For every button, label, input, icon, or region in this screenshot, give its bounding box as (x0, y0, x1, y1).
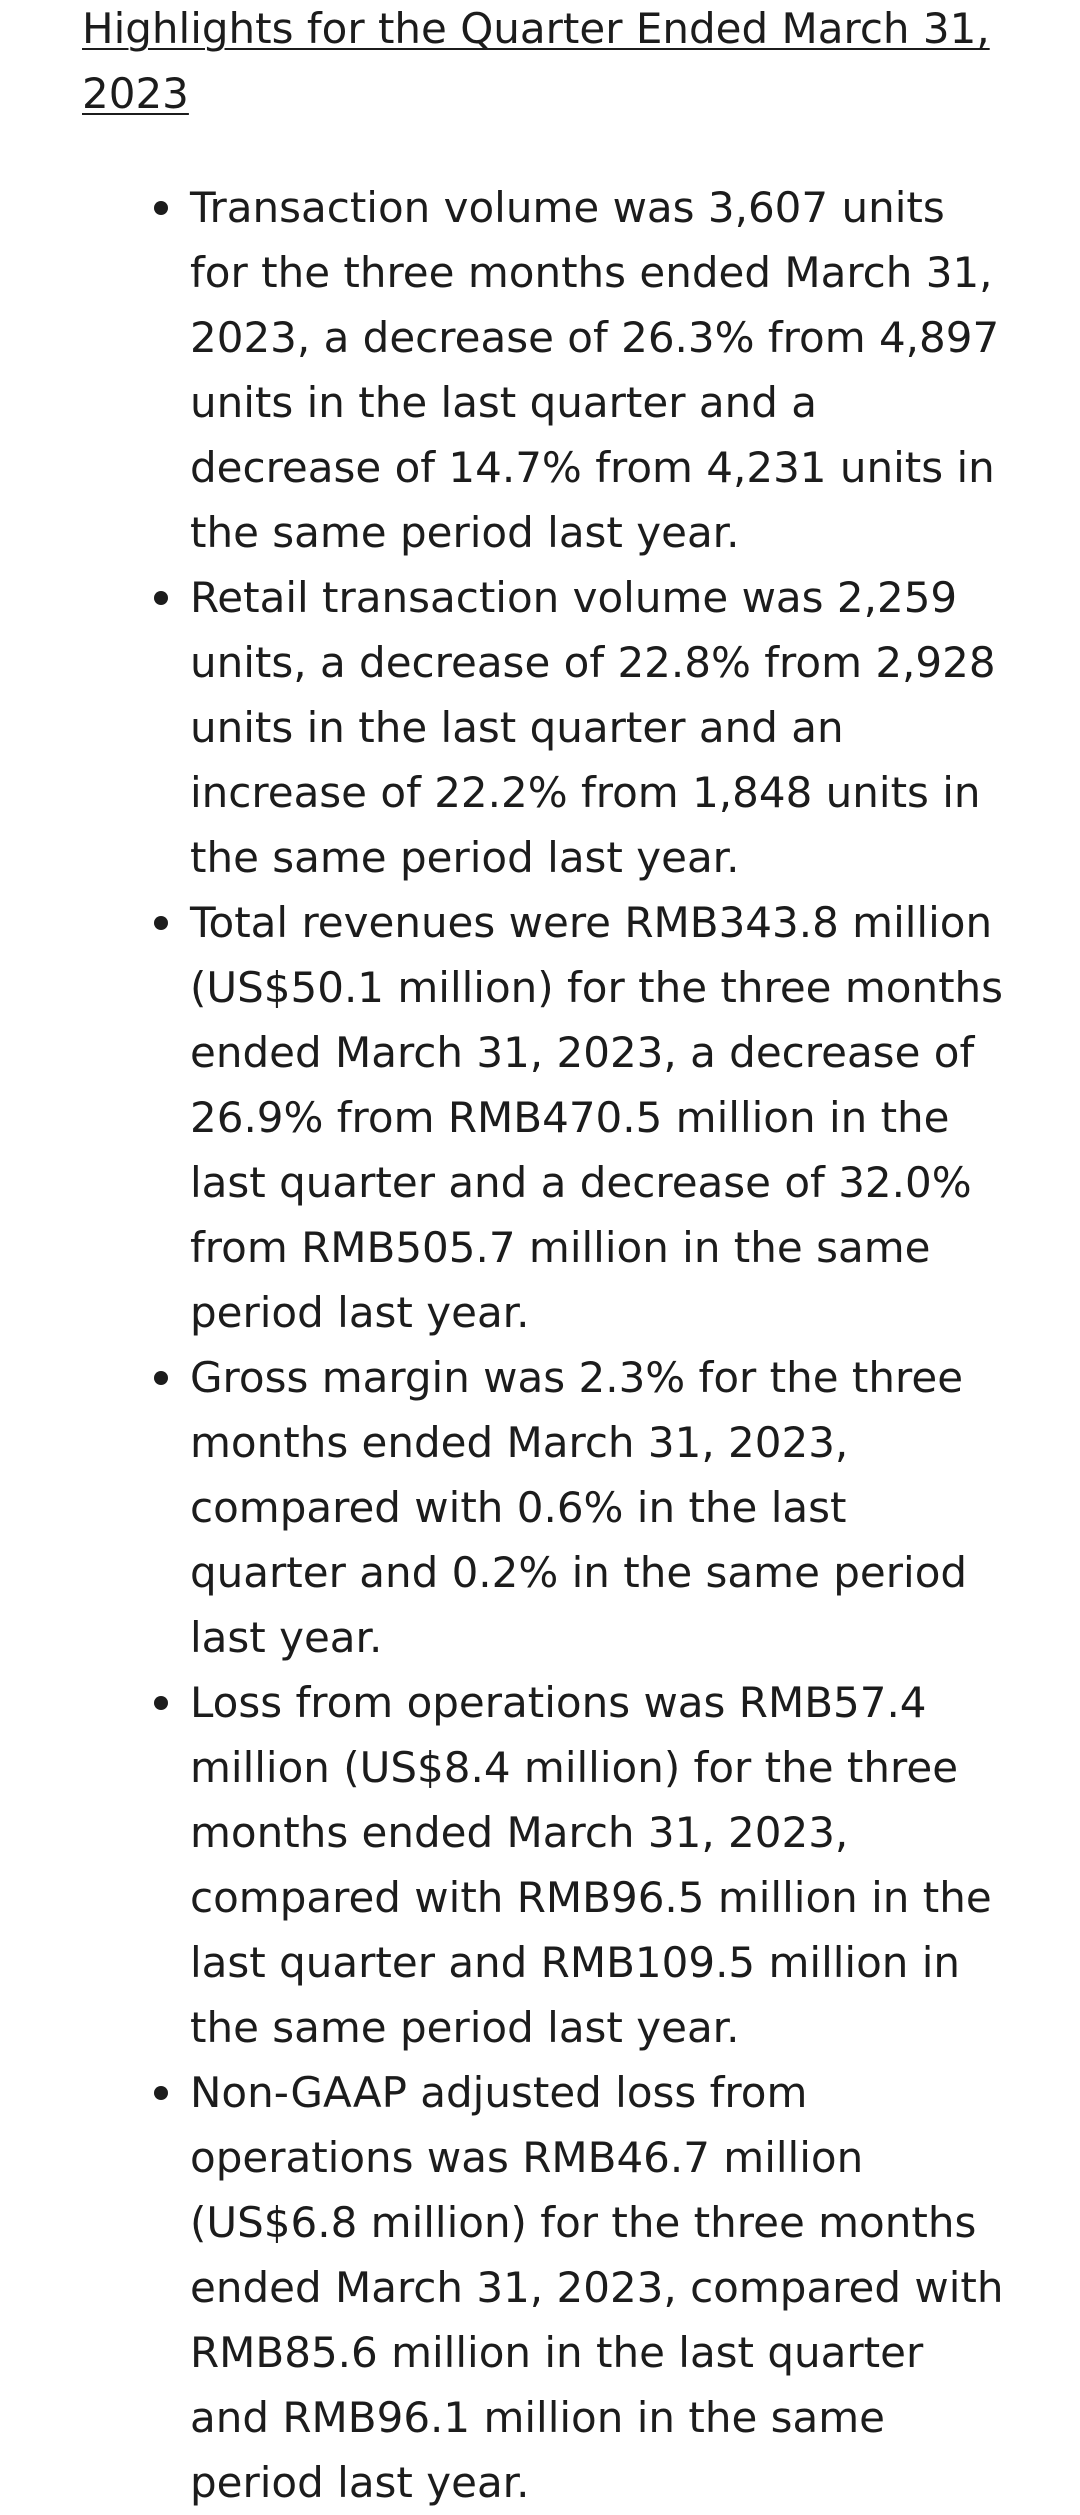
bullet-icon (154, 591, 168, 605)
list-item-text: Retail transaction volume was 2,259 units, a decrease of 22.8% from 2,928 units in the last quarter and an increase of 22.2% from 1,848 units in the same period last year. (190, 573, 996, 882)
list-item-text: Transaction volume was 3,607 units for the three months ended March 31, 2023, a decrease of 26.3% from 4,897 units in the last quarter and a decrease of 14.7% from 4,231 units in the same period last year. (190, 183, 1000, 557)
list-item (190, 175, 1010, 565)
bullet-icon (154, 2086, 168, 2100)
bullet-icon (154, 1696, 168, 1710)
list-item (190, 2060, 1010, 2515)
list-item-text: Non-GAAP adjusted loss from operations was RMB46.7 million (US$6.8 million) for the three months ended March 31, 2023, compared with RMB85.6 million in the last quarter and RMB96.1 million in the same period last year. (190, 2068, 1004, 2507)
bullet-icon (154, 201, 168, 215)
list-item (190, 565, 1010, 890)
list-item (190, 1345, 1010, 1670)
highlights-list (82, 175, 1010, 2515)
heading-container (82, 0, 1010, 126)
bullet-icon (154, 1371, 168, 1385)
list-item-text: Loss from operations was RMB57.4 million (US$8.4 million) for the three months ended March 31, 2023, compared with RMB96.5 million in the last quarter and RMB109.5 million in the same period last year. (190, 1678, 992, 2052)
list-item-text: Total revenues were RMB343.8 million (US$50.1 million) for the three months ended March 31, 2023, a decrease of 26.9% from RMB470.5 million in the last quarter and a decrease of 32.0% from RMB505.7 million in the same period last year. (190, 898, 1004, 1337)
list-item (190, 1670, 1010, 2060)
bullet-icon (154, 916, 168, 930)
list-item (190, 890, 1010, 1345)
section-heading: Highlights for the Quarter Ended March 31, 2023 (82, 4, 990, 118)
list-item-text: Gross margin was 2.3% for the three months ended March 31, 2023, compared with 0.6% in the last quarter and 0.2% in the same period last year. (190, 1353, 968, 1662)
